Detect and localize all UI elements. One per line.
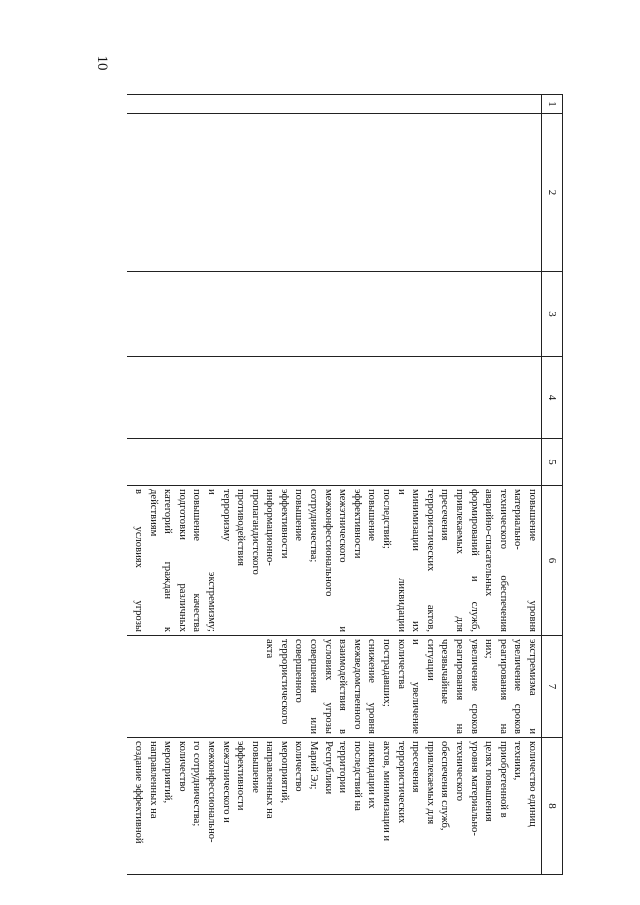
cell-text-line: увеличение сроков (512, 639, 524, 734)
col-header-5: 5 (542, 439, 563, 486)
cell-text-line: технического (454, 741, 466, 802)
cell-text-line: межконфессионально- (205, 741, 217, 843)
cell-text-line: мероприятий, (278, 741, 290, 804)
cell-text-line: террористических (395, 741, 407, 824)
cell-text-line: Марий Эл; (308, 741, 320, 790)
cell-text-line: го сотрудничества; (191, 741, 203, 827)
cell-text-line: чрезвычайные (439, 639, 451, 704)
cell-text-line: межведомственного (351, 639, 363, 730)
cell-text-line: мероприятий, (162, 741, 174, 804)
cell-text-line: повышение (366, 489, 378, 541)
cell-text-line: привлекаемых для (424, 741, 436, 825)
cell-text-line: уровня материально- (468, 741, 480, 836)
cell-text-line: актов, минимизации и (381, 741, 393, 842)
cell-text-line: реагирования на (454, 639, 466, 734)
cell-text-line: аварийно-спасательных (483, 489, 495, 597)
cell-text-line: целях повышения (483, 741, 495, 822)
col-header-2: 2 (542, 114, 563, 272)
cell-text-line: повышение (249, 741, 261, 793)
cell-text-line: повышение качества (191, 489, 203, 632)
cell-text-line: террористического (278, 639, 290, 725)
col-header-4: 4 (542, 357, 563, 439)
table-header-row (542, 95, 563, 875)
cell-text-line: последствий на (351, 741, 363, 811)
col-header-3: 3 (542, 272, 563, 357)
cell-col-4 (127, 357, 542, 439)
cell-text-line: количества (395, 639, 407, 689)
cell-text-line: последствий; (381, 489, 393, 549)
cell-text-line: условиях угрозы (322, 639, 334, 734)
cell-text-line: снижение уровня (366, 639, 378, 734)
cell-col-1 (127, 95, 542, 114)
cell-text-line: материально- (512, 489, 524, 550)
cell-text-line: направленных на (147, 741, 159, 819)
cell-text-line: техники, (512, 741, 524, 781)
cell-text-line: увеличение сроков (468, 639, 480, 734)
col-header-7: 7 (542, 636, 563, 738)
cell-text-line: межконфессионального (322, 489, 334, 597)
cell-text-line: информационно- (264, 489, 276, 566)
cell-text-line: взаимодействия в (337, 639, 349, 734)
cell-text-line: эффективности (235, 741, 247, 811)
cell-text-line: них; (483, 639, 495, 659)
cell-text-line: в условиях угрозы (132, 489, 144, 632)
cell-text-line: приобретенной в (497, 741, 509, 818)
cell-text-line: повышение уровня (527, 489, 538, 632)
cell-text-line: пресечения (439, 489, 451, 541)
cell-text-line: количество (176, 741, 188, 792)
cell-text-line: межэтнического и (337, 489, 349, 632)
cell-text-line: пресечения (410, 741, 422, 793)
cell-text-line: пострадавших; (381, 639, 393, 707)
cell-text-line: акта (264, 639, 276, 659)
risks-text (262, 636, 541, 737)
cell-text-line: эффективности (351, 489, 363, 559)
cell-text-line: сотрудничества; (308, 489, 320, 563)
cell-text-line: количество единиц (527, 741, 538, 827)
cell-col-5 (127, 439, 542, 486)
cell-text-line: направленных на (264, 741, 276, 819)
cell-col-2 (127, 114, 542, 272)
cell-text-line: и ликвидации (395, 489, 407, 632)
col-header-6: 6 (542, 486, 563, 636)
cell-text-line: эффективности (278, 489, 290, 559)
cell-text-line: повышение (293, 489, 305, 541)
cell-text-line: подготовки различных (176, 489, 188, 632)
cell-col-8 (127, 738, 542, 875)
cell-text-line: ситуации (424, 639, 436, 681)
cell-text-line: действиям (147, 489, 159, 537)
cell-text-line: ликвидации их (366, 741, 378, 809)
cell-text-line: технического обеспечения (497, 489, 509, 632)
cell-text-line: количество (293, 741, 305, 792)
cell-col-6 (127, 486, 542, 636)
table-row (127, 95, 542, 875)
cell-text-line: минимизации их (410, 489, 422, 632)
cell-text-line: обеспечения служб, (439, 741, 451, 831)
cell-text-line: привлекаемых для (454, 489, 466, 632)
cell-text-line: и экстремизму; (205, 489, 217, 632)
program-table (127, 94, 563, 875)
rotated-table-container (127, 94, 563, 874)
cell-text-line: формирований и служб, (468, 489, 480, 632)
cell-text-line: пропагандистского (249, 489, 261, 575)
cell-text-line: совершенного (293, 639, 305, 703)
indicators-text (130, 738, 541, 874)
cell-text-line: терроризму (220, 489, 232, 542)
cell-text-line: территории (337, 741, 349, 794)
cell-text-line: и увеличение (410, 639, 422, 734)
cell-text-line: межэтнического и (220, 741, 232, 823)
cell-text-line: террористических актов, (424, 489, 436, 632)
col-header-1: 1 (542, 95, 563, 114)
cell-text-line: категорий граждан к (162, 489, 174, 632)
goals-text (130, 486, 541, 635)
cell-text-line: совершения или (308, 639, 320, 734)
cell-text-line: Республики (322, 741, 334, 795)
cell-text-line: противодействия (235, 489, 247, 566)
page-number: 10 (94, 55, 110, 71)
cell-text-line: реагирования на (497, 639, 509, 734)
cell-text-line: создание эффективной (132, 741, 144, 844)
cell-col-7 (127, 636, 542, 738)
cell-col-3 (127, 272, 542, 357)
col-header-8: 8 (542, 738, 563, 875)
cell-text-line: экстремизма и (527, 639, 538, 734)
